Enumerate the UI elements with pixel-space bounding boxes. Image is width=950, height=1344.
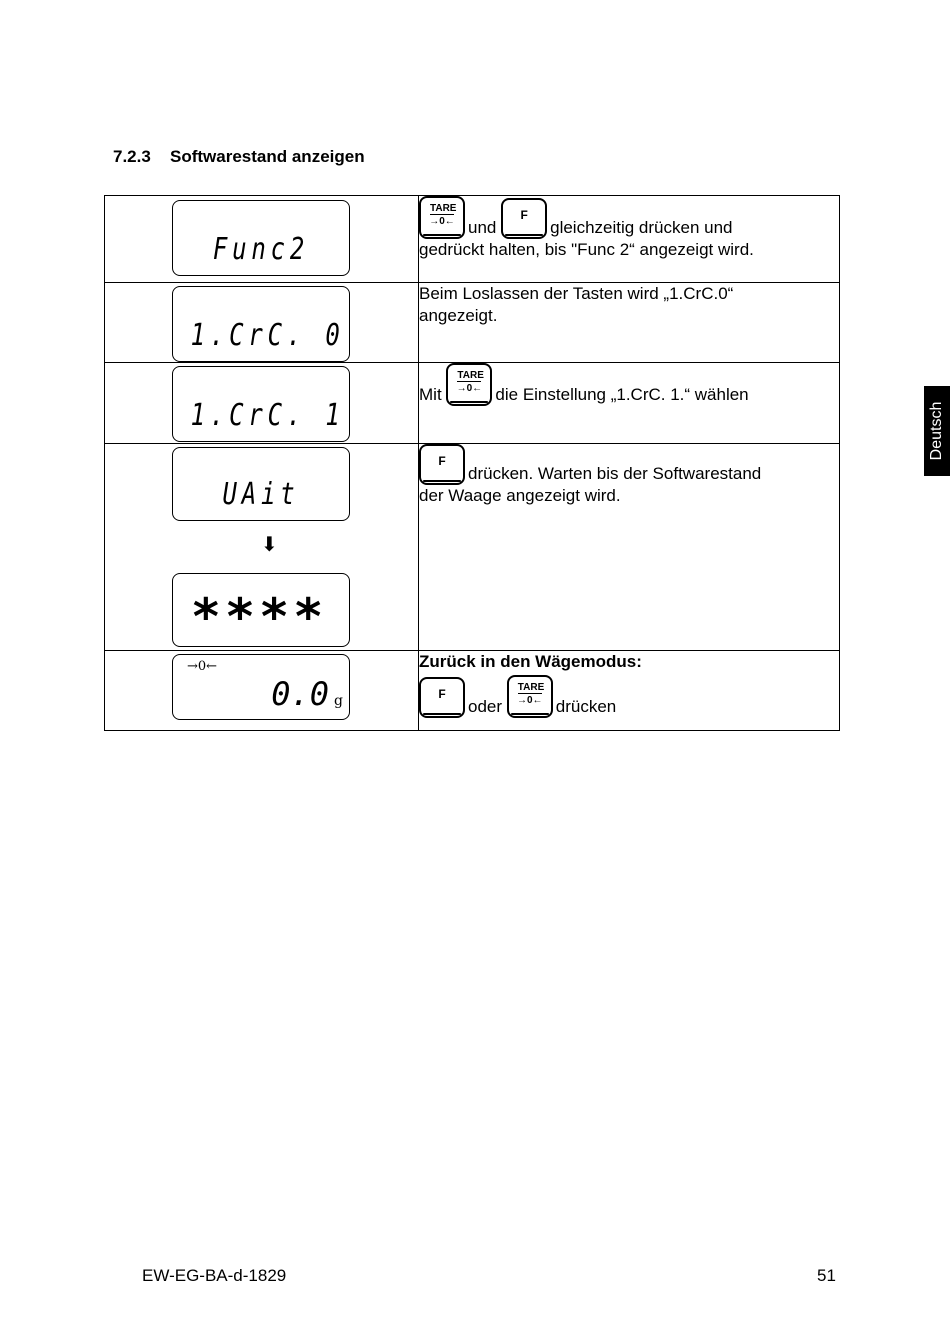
instruction-cell (419, 196, 840, 283)
instruction-text: gedrückt halten, bis "Func 2“ angezeigt wird. (419, 240, 754, 259)
step-row-5 (105, 651, 840, 731)
footer-page-number: 51 (817, 1266, 836, 1285)
tare-key-icon: TARE →0← (419, 196, 465, 239)
instruction-text: angezeigt. (419, 306, 498, 325)
lcd-display (172, 447, 350, 521)
step-row-4 (105, 444, 840, 651)
f-key-icon: F (419, 444, 465, 485)
instruction-heading: Zurück in den Wägemodus: (419, 652, 642, 671)
step-row-3 (105, 363, 840, 444)
instruction-cell (419, 444, 840, 651)
instruction-cell (419, 283, 840, 363)
instruction-text: oder (468, 697, 503, 716)
instruction-text: Mit (419, 385, 442, 404)
footer-doc-id: EW-EG-BA-d-1829 (142, 1266, 287, 1285)
lcd-text: **** (192, 588, 330, 646)
language-tab-label: Deutsch (928, 401, 945, 461)
display-cell (105, 363, 419, 444)
lcd-text: Func2 (212, 232, 310, 267)
display-cell (105, 651, 419, 731)
instruction-text: gleichzeitig drücken und (550, 218, 733, 237)
weight-value: 0.0 (271, 675, 329, 713)
section-number: 7.2.3 (113, 147, 151, 166)
lcd-text: 1.CrC. 1 (190, 398, 345, 433)
instruction-text: Beim Loslassen der Tasten wird „1.CrC.0“ (419, 284, 734, 303)
section-heading (113, 147, 365, 167)
lcd-display-version (172, 573, 350, 647)
steps-table (104, 195, 840, 731)
step-row-2 (105, 283, 840, 363)
f-key-icon: F (501, 198, 547, 239)
instruction-text: und (468, 218, 497, 237)
instruction-text: der Waage angezeigt wird. (419, 486, 621, 505)
instruction-cell (419, 651, 840, 731)
language-tab (924, 386, 950, 476)
lcd-text: UAit (222, 477, 300, 512)
lcd-display-weighing (172, 654, 350, 720)
lcd-display (172, 366, 350, 442)
f-key-icon: F (419, 677, 465, 718)
zero-indicator: →0← (187, 659, 218, 674)
lcd-display (172, 286, 350, 362)
down-arrow-icon: ⬇ (261, 534, 278, 556)
display-cell (105, 283, 419, 363)
section-title: Softwarestand anzeigen (170, 147, 365, 166)
display-cell (105, 196, 419, 283)
tare-key-icon: TARE →0← (446, 363, 492, 406)
display-cell (105, 444, 419, 651)
lcd-display (172, 200, 350, 276)
instruction-text: die Einstellung „1.CrC. 1.“ wählen (495, 385, 749, 404)
step-row-1 (105, 196, 840, 283)
lcd-text: 1.CrC. 0 (190, 318, 345, 353)
instruction-text: drücken (555, 697, 617, 716)
tare-key-icon: TARE →0← (507, 675, 553, 718)
instruction-text: drücken. Warten bis der Softwarestand (468, 464, 762, 483)
weight-unit: g (334, 693, 343, 709)
instruction-cell (419, 363, 840, 444)
